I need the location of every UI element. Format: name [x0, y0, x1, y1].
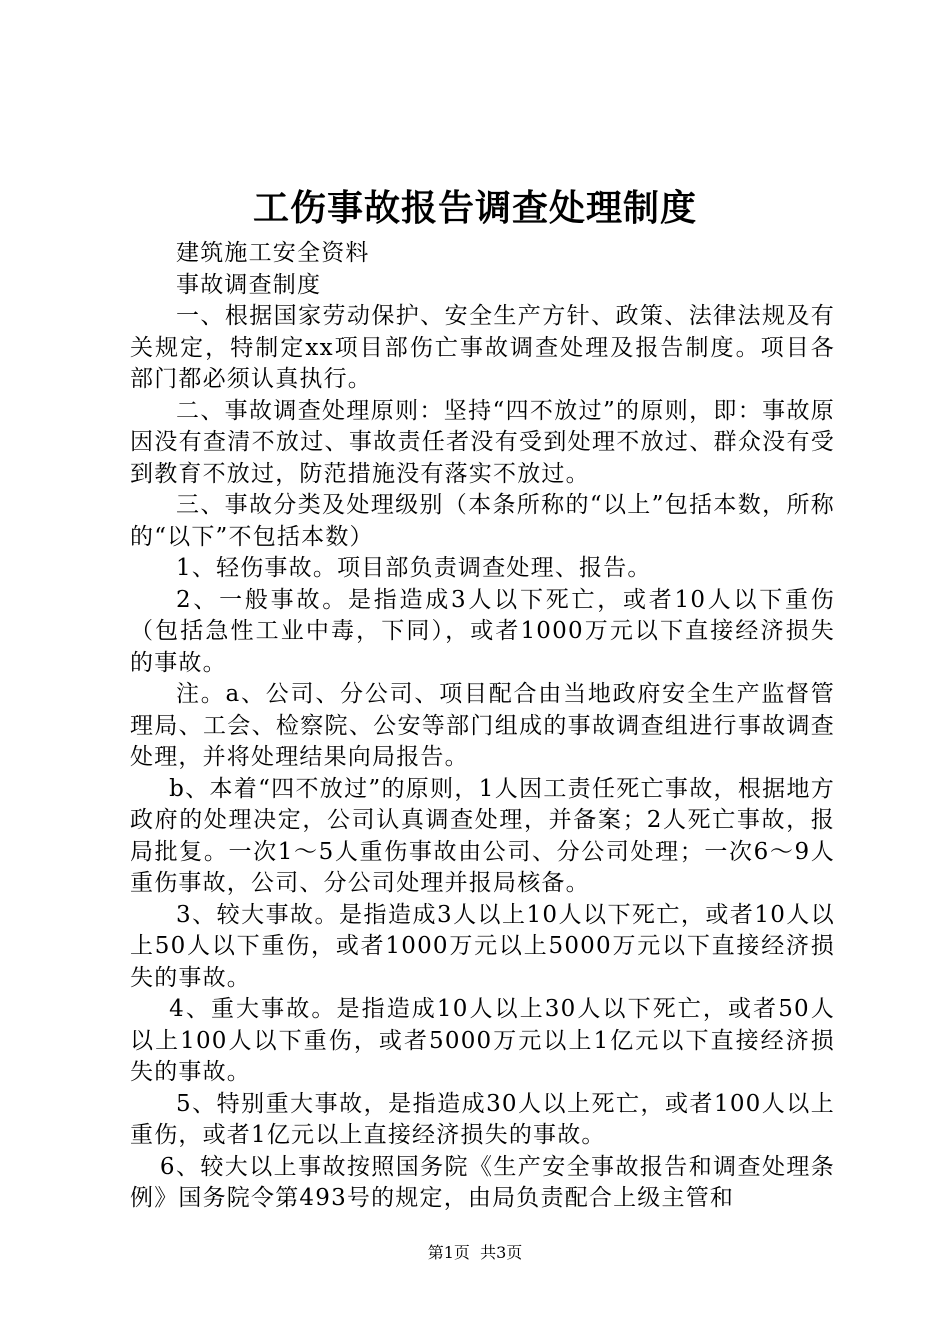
paragraph-item-4: 4、重大事故。是指造成10人以上30人以下死亡，或者50人以上100人以下重伤，或者5000万元以上1亿元以下直接经济损失的事故。	[130, 996, 835, 1085]
paragraph-item-1: 1、轻伤事故。项目部负责调查处理、报告。	[176, 555, 652, 581]
paragraph-item-6: 6、较大以上事故按照国务院《生产安全事故报告和调查处理条例》国务院令第493号的规定，由局负责配合上级主管和	[130, 1153, 835, 1211]
paragraph-section-3: 三、事故分类及处理级别（本条所称的“以上”包括本数，所称的“以下”不包括本数）	[130, 492, 835, 550]
paragraph-item-2: 2、一般事故。是指造成3人以下死亡，或者10人以下重伤（包括急性工业中毒，下同），或者1000万元以下直接经济损失的事故。	[130, 586, 835, 676]
paragraph-section-1: 一、根据国家劳动保护、安全生产方针、政策、法律法规及有关规定，特制定xx项目部伤亡事故调查处理及报告制度。项目各部门都必须认真执行。	[130, 303, 835, 392]
paragraph-subtitle-2: 事故调查制度	[176, 271, 322, 298]
page-number: 第1页	[427, 1243, 470, 1262]
paragraph-item-5: 5、特别重大事故，是指造成30人以上死亡，或者100人以上重伤，或者1亿元以上直接经济损失的事故。	[130, 1090, 835, 1148]
footer-spacer	[470, 1243, 480, 1262]
paragraph-subtitle-1: 建筑施工安全资料	[176, 240, 370, 266]
document-title: 工伤事故报告调查处理制度	[252, 187, 697, 229]
document-body	[130, 238, 835, 1215]
paragraph-item-3: 3、较大事故。是指造成3人以上10人以下死亡，或者10人以上50人以下重伤，或者1000万元以上5000万元以下直接经济损失的事故。	[130, 901, 835, 991]
paragraph-note-a: 注。a、公司、分公司、项目配合由当地政府安全生产监督管理局、工会、检察院、公安等部门组成的事故调查组进行事故调查处理，并将处理结果向局报告。	[130, 681, 835, 770]
page-footer	[0, 1242, 950, 1264]
paragraph-section-2: 二、事故调查处理原则：坚持“四不放过”的原则，即：事故原因没有查清不放过、事故责任者没有受到处理不放过、群众没有受到教育不放过，防范措施没有落实不放过。	[130, 397, 835, 487]
paragraph-note-b: b、本着“四不放过”的原则，1人因工责任死亡事故，根据地方政府的处理决定，公司认真调查处理，并备案；2人死亡事故，报局批复。一次1～5人重伤事故由公司、分公司处理；一次6～9人重伤事故，公司、分公司处理并报局核备。	[130, 775, 835, 896]
page-total: 共3页	[480, 1243, 523, 1262]
